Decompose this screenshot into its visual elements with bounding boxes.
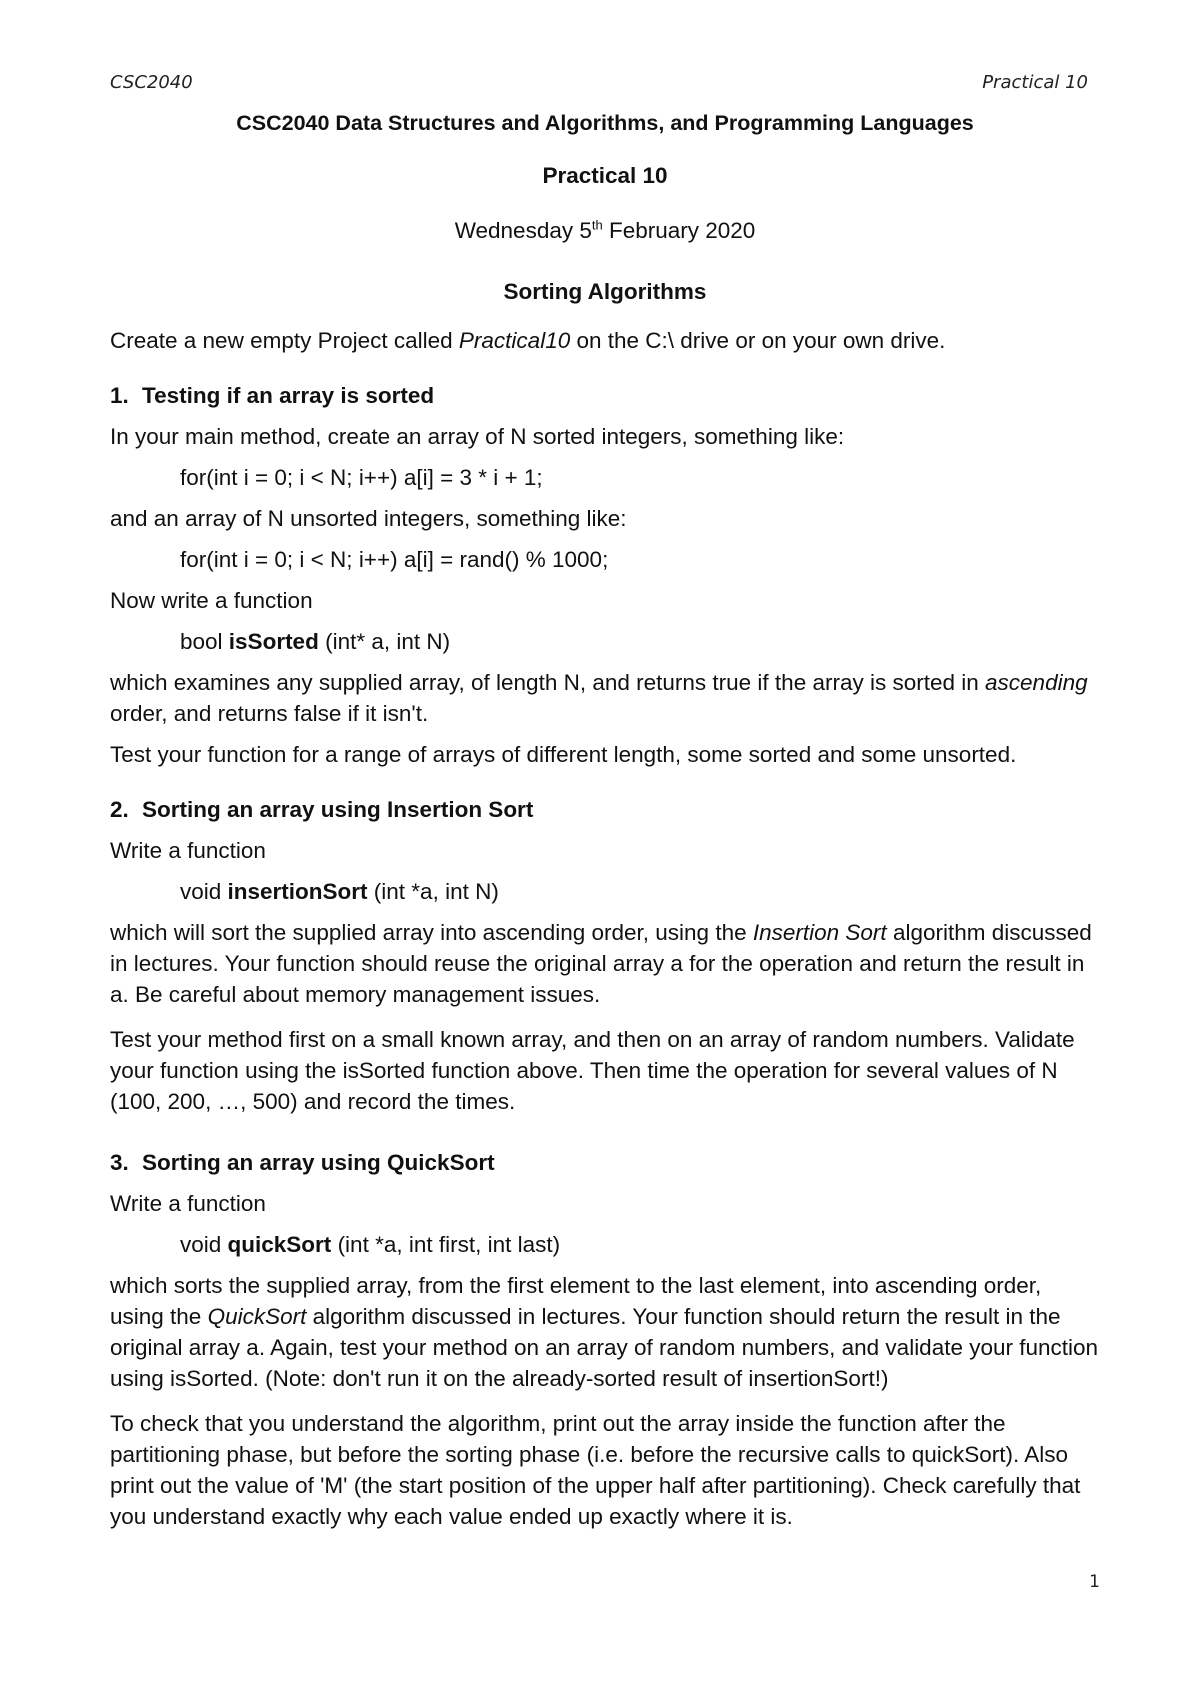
section-2-paragraph-2 [110, 917, 1100, 1010]
section-2-signature [110, 876, 1100, 907]
header-practical: Practical 10 [982, 72, 1088, 93]
paragraph-text-end: algorithm discussed in lectures. Your function should reuse the original array a for the operation and return the result in a. Be careful about memory management issues. [110, 920, 1092, 1007]
section-2-number: 2. [110, 797, 129, 822]
section-1-code-unsorted: for(int i = 0; i < N; i++) a[i] = rand() % 1000; [180, 547, 609, 572]
section-1-number: 1. [110, 383, 129, 408]
header-course-code: CSC2040 [110, 72, 193, 93]
intro-text-end: on the C:\ drive or on your own drive. [570, 328, 946, 353]
section-3-paragraph-1: Write a function [110, 1191, 266, 1216]
section-3-heading [110, 1147, 1100, 1178]
document-subtitle: Practical 10 [542, 163, 668, 188]
section-1-title: Testing if an array is sorted [142, 383, 435, 408]
date-prefix: Wednesday 5 [454, 218, 592, 243]
document-title: CSC2040 Data Structures and Algorithms, and Programming Languages [236, 111, 974, 135]
signature-return-type: void [180, 879, 228, 904]
paragraph-emphasis: ascending [985, 670, 1088, 695]
section-2-heading [110, 794, 1100, 825]
section-3-paragraph-2 [110, 1270, 1100, 1394]
section-2-paragraph-1: Write a function [110, 838, 266, 863]
paragraph-text: which sorts the supplied array, from the first element to the last element, into ascending order, using the [110, 1273, 1042, 1329]
document-date [110, 215, 1100, 246]
paragraph-emphasis: QuickSort [207, 1304, 307, 1329]
intro-paragraph [110, 325, 1100, 356]
section-1-paragraph-4 [110, 667, 1100, 729]
section-1-paragraph-1: In your main method, create an array of N sorted integers, something like: [110, 424, 845, 449]
signature-params: (int *a, int first, int last) [331, 1232, 561, 1257]
signature-params: (int* a, int N) [318, 629, 451, 654]
paragraph-text-end: order, and returns false if it isn't. [110, 701, 429, 726]
section-3-signature [110, 1229, 1100, 1260]
signature-return-type: bool [180, 629, 229, 654]
topic-heading: Sorting Algorithms [503, 279, 707, 304]
section-2-paragraph-3: Test your method first on a small known array, and then on an array of random numbers. Validate your function using the isSorted function above. Then time the operation for several values of N (100, 200, …, 500) and record the times. [110, 1027, 1075, 1114]
section-1-signature [110, 626, 1100, 657]
section-3-paragraph-3: To check that you understand the algorithm, print out the array inside the function after the partitioning phase, but before the sorting phase (i.e. before the recursive calls to quickSort). Also print out the value of 'M' (the start position of the upper half after partitioning). Check carefully that you understand exactly why each value ended up exactly where it is. [110, 1411, 1081, 1529]
paragraph-text: which examines any supplied array, of length N, and returns true if the array is sorted in [110, 670, 986, 695]
signature-function-name: isSorted [228, 629, 319, 654]
signature-return-type: void [180, 1232, 228, 1257]
paragraph-emphasis: Insertion Sort [752, 920, 887, 945]
date-suffix: February 2020 [602, 218, 756, 243]
date-superscript: th [591, 217, 603, 233]
paragraph-text-end: algorithm discussed in lectures. Your function should return the result in the original array a. Again, test your method on an array of random numbers, and validate your function using isSorted. (Note: don't run it on the already-sorted result of insertionSort!) [110, 1304, 1099, 1391]
signature-function-name: quickSort [227, 1232, 332, 1257]
document-body [110, 108, 1100, 1532]
section-2-title: Sorting an array using Insertion Sort [142, 797, 534, 822]
intro-text: Create a new empty Project called [110, 328, 459, 353]
section-1-paragraph-2: and an array of N unsorted integers, something like: [110, 506, 627, 531]
section-3-number: 3. [110, 1150, 129, 1175]
section-1-paragraph-3: Now write a function [110, 588, 313, 613]
section-1-heading [110, 380, 1100, 411]
signature-function-name: insertionSort [227, 879, 368, 904]
paragraph-text: which will sort the supplied array into ascending order, using the [110, 920, 753, 945]
signature-params: (int *a, int N) [367, 879, 499, 904]
section-1-paragraph-5: Test your function for a range of arrays of different length, some sorted and some unsorted. [110, 742, 1017, 767]
section-3-title: Sorting an array using QuickSort [142, 1150, 495, 1175]
page-number: 1 [1089, 1572, 1100, 1592]
section-1-code-sorted: for(int i = 0; i < N; i++) a[i] = 3 * i + 1; [180, 465, 543, 490]
intro-project-name: Practical10 [458, 328, 571, 353]
